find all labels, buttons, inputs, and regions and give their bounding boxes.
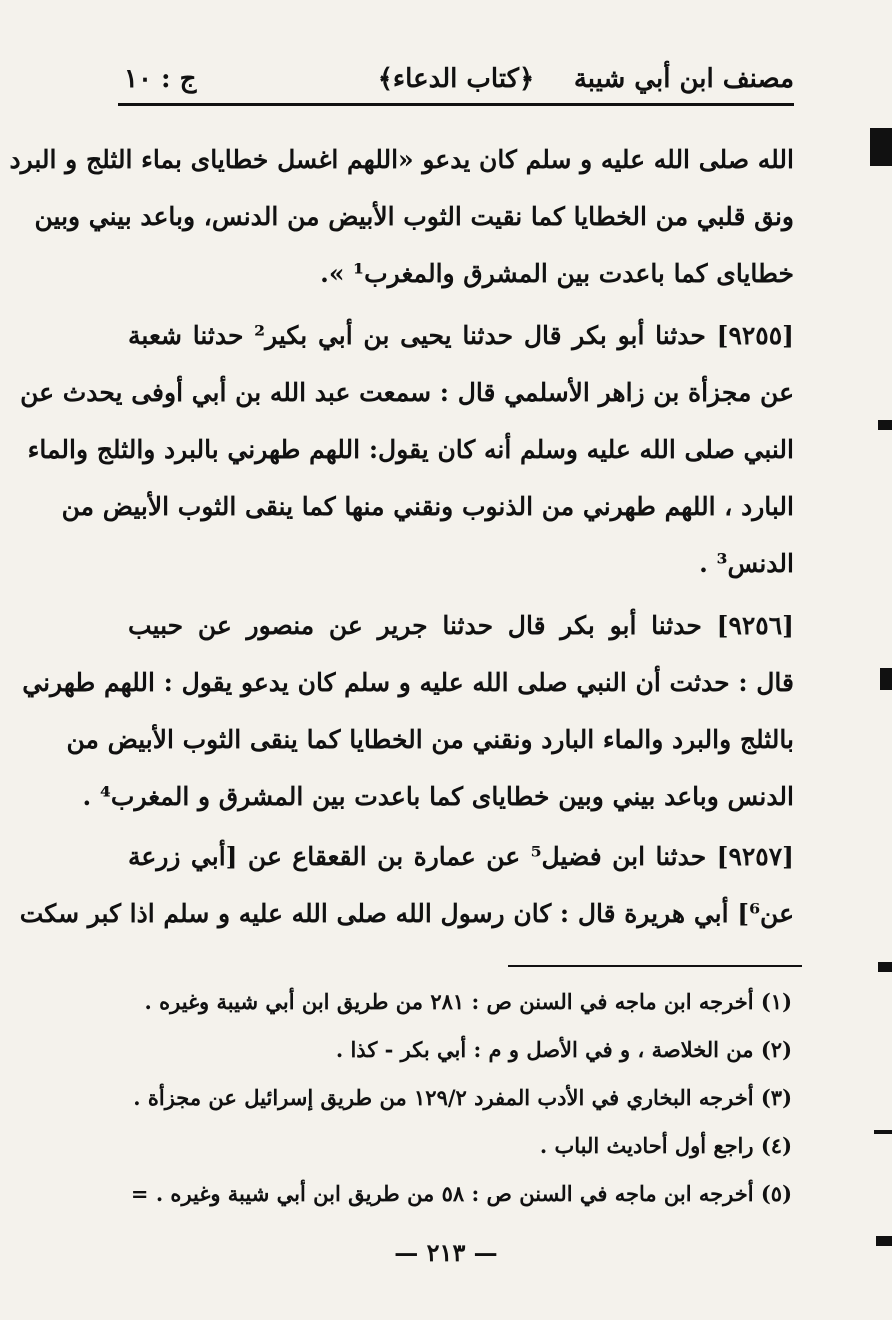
scan-mark <box>878 962 892 972</box>
text-line: الدنس وباعد بيني وبين خطاياى كما باعدت بين المشرق و المغرب⁴ . <box>82 782 794 811</box>
header-rule <box>118 103 794 106</box>
chapter-title: ﴿كتاب الدعاء﴾ <box>377 64 535 94</box>
footnote: (٥) أخرجه ابن ماجه في السنن ص : ٥٨ من طريق ابن أبي شيبة وغيره . = <box>130 1181 792 1206</box>
text-line: البارد ، اللهم طهرني من الذنوب ونقني منها كما ينقى الثوب الأبيض من <box>61 492 794 521</box>
text-line: [٩٢٥٦] حدثنا أبو بكر قال حدثنا جرير عن منصور عن حبيب <box>128 611 794 640</box>
text-line: عن⁶] أبي هريرة قال : كان رسول الله صلى الله عليه و سلم اذا كبر سكت <box>19 899 794 928</box>
text-line: [٩٢٥٥] حدثنا أبو بكر قال حدثنا يحيى بن أبي بكير² حدثنا شعبة <box>128 321 794 350</box>
text-line: الله صلى الله عليه و سلم كان يدعو «اللهم اغسل خطاياى بماء الثلج و البرد <box>9 145 794 174</box>
footnote-rule <box>508 965 802 967</box>
book-title: مصنف ابن أبي شيبة <box>573 64 794 94</box>
text-line: ونق قلبي من الخطايا كما نقيت الثوب الأبيض من الدنس، وباعد بيني وبين <box>34 202 794 231</box>
scan-mark <box>878 420 892 430</box>
volume-number: ج : ١٠ <box>124 64 197 94</box>
text-line: عن مجزأة بن زاهر الأسلمي قال : سمعت عبد الله بن أبي أوفى يحدث عن <box>20 378 794 407</box>
scan-mark <box>874 1130 892 1134</box>
text-line: [٩٢٥٧] حدثنا ابن فضيل⁵ عن عمارة بن القعقاع عن [أبي زرعة <box>128 842 794 871</box>
footnote: (٤) راجع أول أحاديث الباب . <box>539 1133 792 1158</box>
scan-mark <box>876 1236 892 1246</box>
text-line: النبي صلى الله عليه وسلم أنه كان يقول: اللهم طهرني بالبرد والثلج والماء <box>27 435 794 464</box>
text-line: قال : حدثت أن النبي صلى الله عليه و سلم كان يدعو يقول : اللهم طهرني <box>22 668 794 697</box>
footnote: (٢) من الخلاصة ، و في الأصل و م : أبي بكر - كذا . <box>335 1037 792 1062</box>
text-line: خطاياى كما باعدت بين المشرق والمغرب¹ ». <box>320 259 794 288</box>
text-line: بالثلج والبرد والماء البارد ونقني من الخطايا كما ينقى الثوب الأبيض من <box>66 725 794 754</box>
footnote: (١) أخرجه ابن ماجه في السنن ص : ٢٨١ من طريق ابن أبي شيبة وغيره . <box>144 989 792 1014</box>
scan-mark <box>870 128 892 166</box>
running-header <box>118 58 794 102</box>
text-line: الدنس³ . <box>699 549 794 578</box>
page-number: — ٢١٣ — <box>394 1238 498 1267</box>
scan-mark <box>880 668 892 690</box>
footnote: (٣) أخرجه البخاري في الأدب المفرد ١٢٩/٢ من طريق إسرائيل عن مجزأة . <box>133 1085 792 1110</box>
